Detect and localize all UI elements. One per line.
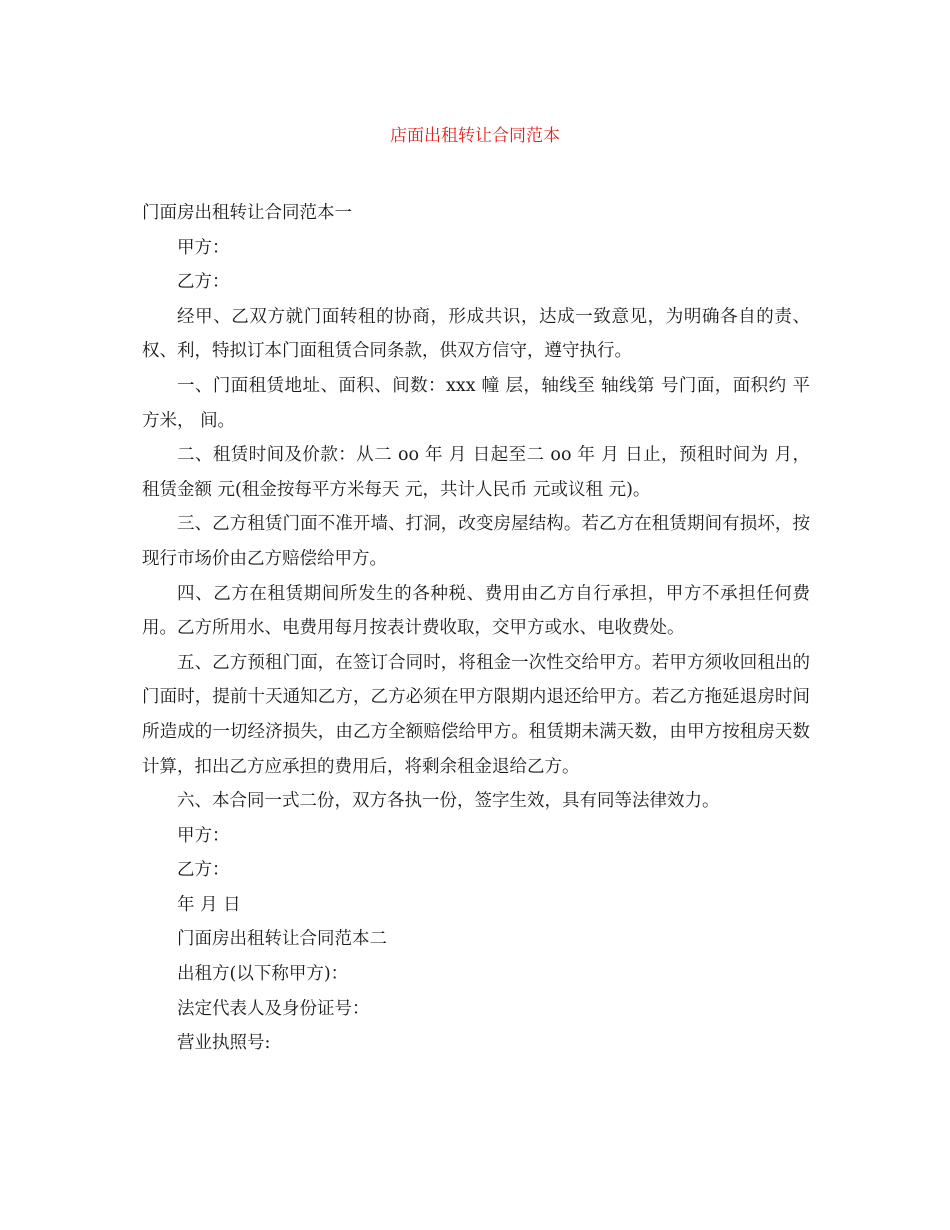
clause-1: 一、门面租赁地址、面积、间数：xxx 幢 层，轴线至 轴线第 号门面，面积约 平方米， 间。 bbox=[142, 375, 810, 431]
business-license-label: 营业执照号: bbox=[177, 1033, 271, 1054]
lessor-label: 出租方(以下称甲方)： bbox=[177, 964, 349, 985]
clause-5: 五、乙方预租门面，在签订合同时，将租金一次性交给甲方。若甲方须收回租出的门面时，提前十天通知乙方，乙方必须在甲方限期内退还给甲方。若乙方拖延退房时间所造成的一切经济损失，由乙方全额赔偿给甲方。租赁期未满天数，由甲方按租房天数计算，扣出乙方应承担的费用后，将剩余租金退给乙方。 bbox=[142, 652, 810, 777]
clause-6: 六、本合同一式二份，双方各执一份，签字生效，具有同等法律效力。 bbox=[177, 791, 720, 812]
party-a-label: 甲方： bbox=[177, 237, 230, 258]
clause-3: 三、乙方租赁门面不准开墙、打洞，改变房屋结构。若乙方在租赁期间有损坏，按现行市场价由乙方赔偿给甲方。 bbox=[142, 514, 810, 569]
clause-2: 二、租赁时间及价款：从二 oo 年 月 日起至二 oo 年 月 日止，预租时间为 月，租赁金额 元(租金按每平方米每天 元，共计人民币 元或议租 元)。 bbox=[142, 445, 810, 500]
document-body bbox=[142, 196, 810, 1061]
signature-date: 年 月 日 bbox=[177, 894, 241, 915]
signature-party-a: 甲方： bbox=[177, 825, 230, 846]
clause-4: 四、乙方在租赁期间所发生的各种税、费用由乙方自行承担，甲方不承担任何费用。乙方所用水、电费用每月按表计费收取，交甲方或水、电收费处。 bbox=[142, 583, 810, 639]
section-heading-2: 门面房出租转让合同范本二 bbox=[177, 929, 387, 950]
section-heading: 门面房出租转让合同范本一 bbox=[142, 203, 352, 223]
legal-representative-label: 法定代表人及身份证号： bbox=[177, 998, 370, 1019]
preamble-paragraph: 经甲、乙双方就门面转租的协商，形成共识，达成一致意见，为明确各自的责、权、利，特拟订本门面租赁合同条款，供双方信守，遵守执行。 bbox=[142, 306, 810, 362]
document-title: 店面出租转让合同范本 bbox=[390, 126, 560, 146]
signature-party-b: 乙方： bbox=[177, 860, 230, 881]
party-b-label: 乙方： bbox=[177, 272, 230, 293]
